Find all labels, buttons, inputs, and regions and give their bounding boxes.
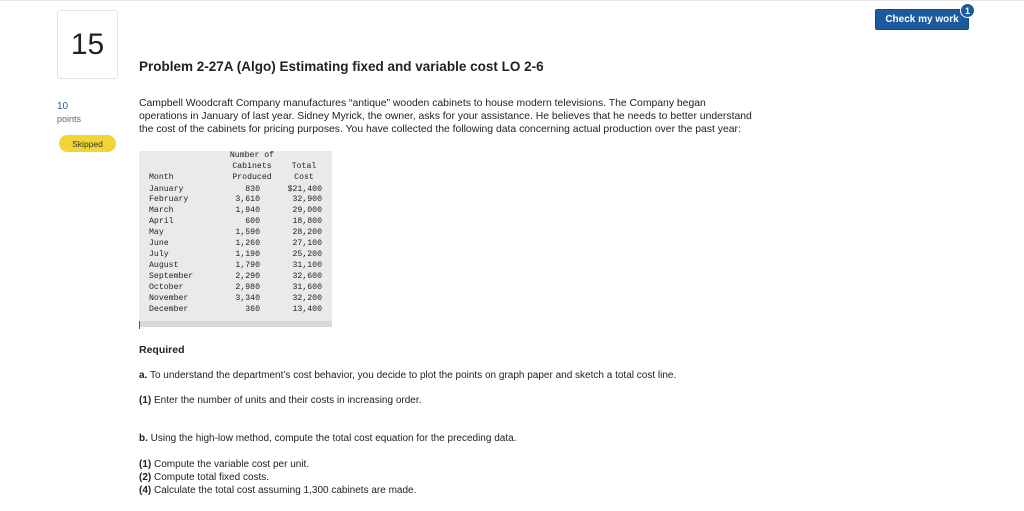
cost-cell: 31,600 (292, 283, 322, 293)
month-cell: January (149, 184, 184, 194)
units-cell: 1,940 (235, 206, 260, 216)
part-a-label: a. (139, 370, 148, 381)
cost-cell: 32,900 (292, 195, 322, 205)
header-cost-line2: Cost (294, 172, 314, 182)
table-row (139, 227, 332, 238)
cost-cell: 31,100 (292, 261, 322, 271)
units-cell: 1,260 (235, 239, 260, 249)
part-b-text: Using the high-low method, compute the total cost equation for the preceding data. (150, 433, 517, 444)
points-value: 10 (57, 101, 69, 112)
month-cell: March (149, 206, 174, 216)
month-cell: October (149, 283, 184, 293)
cost-cell: $21,400 (287, 184, 322, 194)
cost-cell: 32,200 (292, 294, 322, 303)
intro-line: Campbell Woodcraft Company manufactures “antique” wooden cabinets to house modern televisions. The Company began (139, 98, 706, 109)
problem-intro (139, 97, 839, 136)
question-number: 15 (57, 10, 118, 79)
table-row (139, 293, 332, 304)
units-cell: 3,610 (235, 195, 260, 205)
month-cell: May (149, 228, 164, 238)
table-row (139, 260, 332, 271)
part-b4-label: (4) (139, 485, 152, 496)
part-b-label: b. (139, 433, 148, 444)
part-a (139, 370, 676, 381)
part-a1 (139, 395, 421, 406)
units-cell: 1,790 (235, 261, 260, 271)
cost-cell: 27,100 (292, 239, 322, 249)
part-b1 (139, 459, 309, 470)
table-footer (139, 321, 332, 327)
required-heading: Required (139, 344, 185, 356)
part-b (139, 433, 516, 444)
table-row (139, 238, 332, 249)
part-a1-text: Enter the number of units and their costs in increasing order. (154, 395, 422, 406)
table-row (139, 249, 332, 260)
units-cell: 360 (245, 304, 260, 314)
problem-title: Problem 2-27A (Algo) Estimating fixed and variable cost LO 2-6 (139, 59, 544, 74)
units-cell: 2,980 (235, 283, 260, 293)
units-cell: 2,290 (235, 272, 260, 282)
header-month: Month (149, 172, 174, 182)
cost-cell: 18,800 (292, 217, 322, 227)
table-row (139, 304, 332, 315)
units-cell: 1,590 (235, 228, 260, 238)
month-cell: July (149, 250, 169, 260)
part-a-text: To understand the department’s cost behavior, you decide to plot the points on graph paper and sketch a total cost line. (149, 370, 677, 381)
production-data-table (139, 151, 332, 327)
header-cost-line1: Total (291, 161, 317, 171)
intro-line: the cost of the cabinets for pricing purposes. You have collected the following data concerning actual production over the past year: (139, 124, 741, 135)
text-cursor (139, 321, 140, 329)
cost-cell: 29,000 (292, 206, 322, 216)
part-b4 (139, 485, 416, 496)
part-b4-text: Calculate the total cost assuming 1,300 cabinets are made. (154, 485, 417, 496)
units-cell: 600 (245, 217, 260, 227)
top-divider (0, 0, 1024, 1)
points-label: points (57, 114, 82, 124)
part-b1-text: Compute the variable cost per unit. (154, 459, 310, 470)
table-row (139, 205, 332, 216)
table-row (139, 216, 332, 227)
part-b1-label: (1) (139, 459, 152, 470)
check-count-badge: 1 (960, 3, 975, 18)
intro-line: operations in January of last year. Sidney Myrick, the owner, asks for your assistance. He believes that he needs to better understand (139, 111, 752, 122)
table-row (139, 271, 332, 282)
month-cell: December (149, 304, 189, 314)
cost-cell: 32,600 (292, 272, 322, 282)
month-cell: June (149, 239, 169, 249)
part-b2-label: (2) (139, 472, 152, 483)
month-cell: September (149, 272, 194, 282)
units-cell: 830 (245, 184, 260, 194)
part-b2 (139, 472, 269, 483)
part-a1-label: (1) (139, 395, 152, 406)
table-row (139, 184, 332, 195)
cost-cell: 28,200 (292, 228, 322, 238)
part-b2-text: Compute total fixed costs. (154, 472, 270, 483)
month-cell: February (149, 195, 189, 205)
header-units-line3: Produced (232, 172, 272, 182)
table-row (139, 282, 332, 293)
units-cell: 3,340 (235, 294, 260, 303)
header-units-line1: Number of (229, 151, 275, 160)
units-cell: 1,190 (235, 250, 260, 260)
month-cell: November (149, 294, 189, 303)
header-units-line2: Cabinets (232, 161, 272, 171)
month-cell: April (149, 217, 174, 227)
table-row (139, 194, 332, 205)
month-cell: August (149, 261, 179, 271)
check-my-work-button[interactable]: Check my work (875, 9, 969, 30)
cost-cell: 13,400 (292, 304, 322, 314)
cost-cell: 25,200 (292, 250, 322, 260)
status-badge: Skipped (59, 135, 116, 152)
